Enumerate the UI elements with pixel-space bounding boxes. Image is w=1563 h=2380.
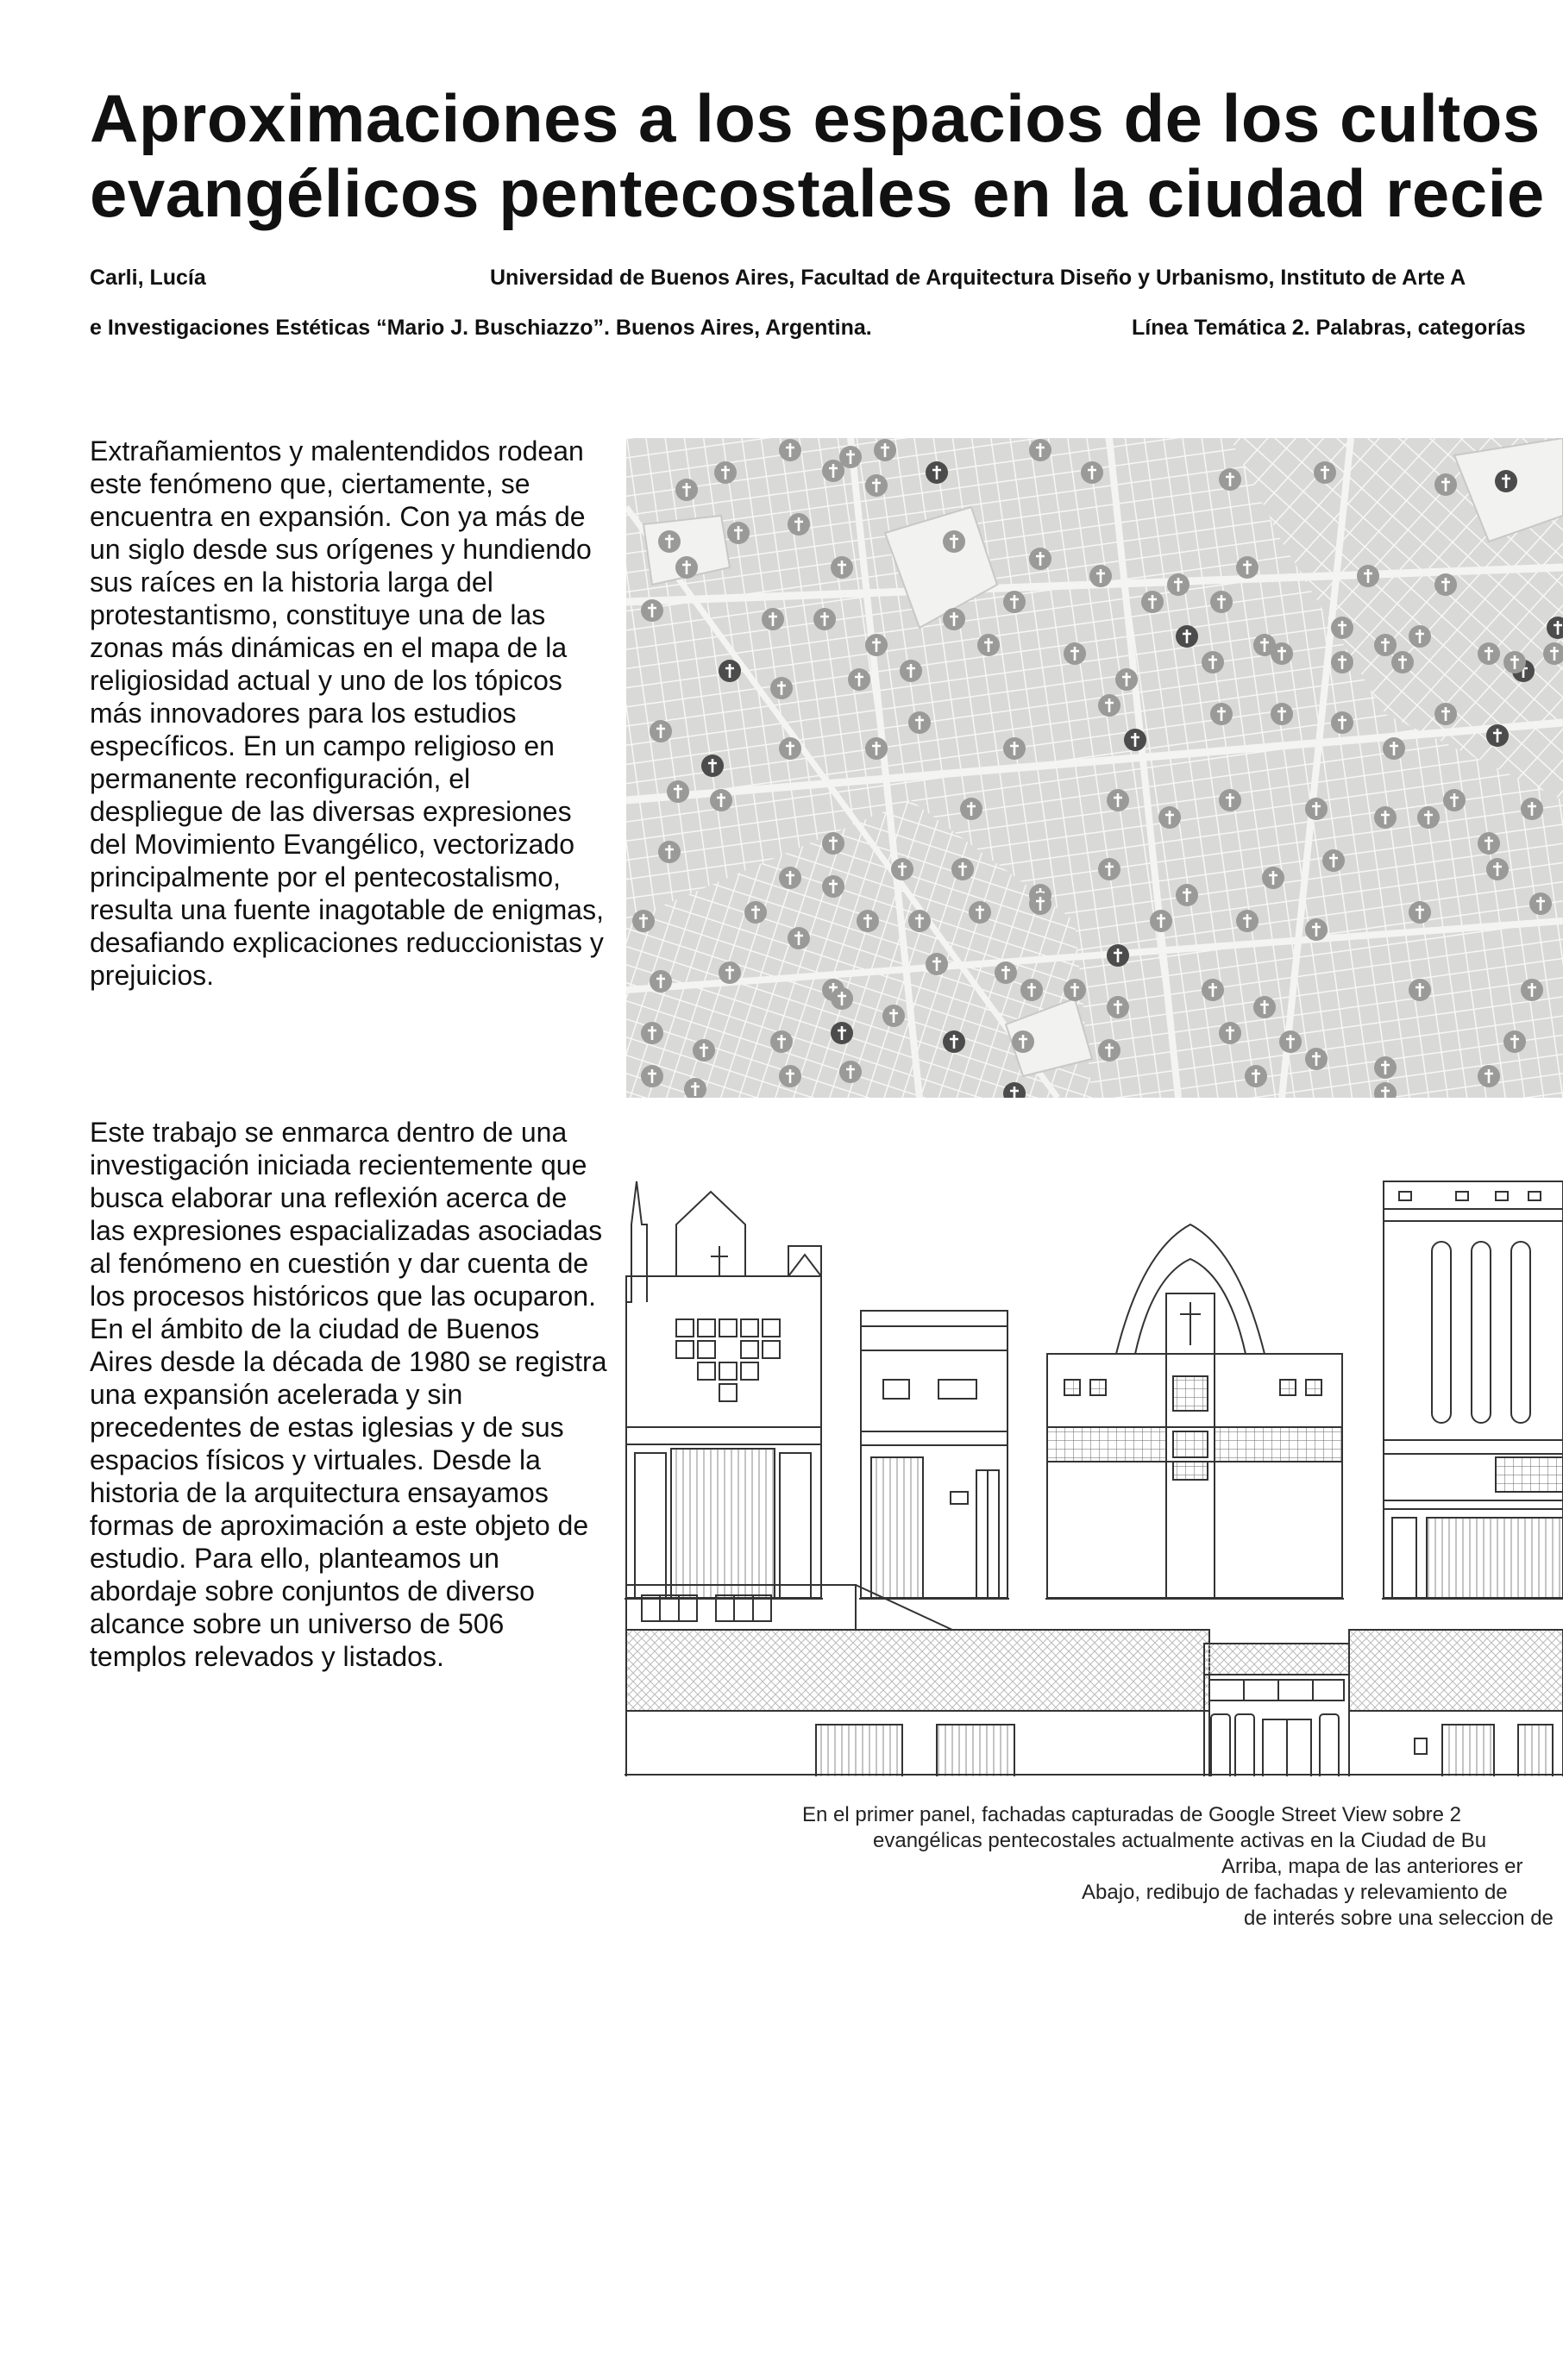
church-cross-pin-icon [1409, 901, 1431, 924]
church-cross-pin-icon [908, 711, 931, 734]
church-cross-pin-icon [1029, 439, 1051, 461]
church-cross-pin-icon [1305, 918, 1328, 941]
church-cross-pin-icon [719, 660, 741, 682]
church-cross-pin-icon [1374, 806, 1397, 829]
church-cross-pin-icon [1486, 724, 1509, 747]
church-cross-pin-icon [1271, 703, 1293, 725]
church-cross-pin-icon [710, 789, 732, 811]
church-cross-pin-icon [744, 901, 767, 924]
church-cross-pin-icon [882, 1005, 905, 1027]
church-cross-pin-icon [1107, 996, 1129, 1018]
church-cross-pin-icon [1150, 910, 1172, 932]
church-cross-pin-icon [1098, 694, 1120, 717]
body-paragraph-1: Extrañamientos y malentendidos rodean este fenómeno que, ciertamente, se encuentra en expansión. Con ya más de un siglo desde sus orígenes y hundiendo sus raíces en la historia larga del protestantismo, constituye una de las zonas más dinámicas en el mapa de la religiosidad actual y uno de los tópicos más innovadores para los estudios específicos. En un campo religioso en permanente reconfiguración, el despliegue de las diversas expresiones del Movimiento Evangélico, vectorizado principalmente por el pentecostalismo, resulta una fuente inagotable de enigmas, desafiando explicaciones reduccionistas y prejuicios. [90, 435, 604, 991]
church-cross-pin-icon [1322, 849, 1345, 872]
church-cross-pin-icon [839, 1061, 862, 1083]
church-cross-pin-icon [813, 608, 836, 630]
church-cross-pin-icon [1503, 651, 1526, 673]
church-cross-pin-icon [943, 530, 965, 553]
church-cross-pin-icon [1478, 832, 1500, 855]
affiliation-line-1: Universidad de Buenos Aires, Facultad de Arquitectura Diseño y Urbanismo, Instituto de Arte A [490, 266, 1466, 290]
church-cross-pin-icon [788, 927, 810, 949]
church-cross-pin-icon [641, 1065, 663, 1087]
church-cross-pin-icon [865, 474, 888, 497]
church-cross-pin-icon [1081, 461, 1103, 484]
church-cross-pin-icon [900, 660, 922, 682]
church-cross-pin-icon [770, 1030, 793, 1053]
church-cross-pin-icon [641, 599, 663, 622]
church-cross-pin-icon [1271, 642, 1293, 665]
facade-tall-building [1382, 1181, 1563, 1599]
church-cross-pin-icon [1219, 1022, 1241, 1044]
church-cross-pin-icon [1202, 979, 1224, 1001]
church-cross-pin-icon [1391, 651, 1414, 673]
cross-icon [711, 1246, 728, 1276]
church-cross-pin-icon [831, 1022, 853, 1044]
caption-line-1: En el primer panel, fachadas capturadas de Google Street View sobre 2 [802, 1803, 1462, 1826]
church-cross-pin-icon [1314, 461, 1336, 484]
church-cross-pin-icon [891, 858, 913, 880]
church-cross-pin-icon [1236, 556, 1259, 579]
church-cross-pin-icon [995, 961, 1017, 984]
facade-svg [625, 1173, 1563, 1776]
church-cross-pin-icon [1478, 1065, 1500, 1087]
church-cross-pin-icon [943, 608, 965, 630]
church-cross-pin-icon [1236, 910, 1259, 932]
church-cross-pin-icon [1219, 468, 1241, 491]
church-cross-pin-icon [822, 875, 844, 898]
church-cross-pin-icon [1331, 617, 1353, 639]
church-cross-pin-icon [1107, 944, 1129, 967]
church-cross-pin-icon [719, 961, 741, 984]
church-cross-pin-icon [1357, 565, 1379, 587]
church-location-map [626, 438, 1563, 1098]
map-svg [626, 438, 1563, 1098]
church-cross-pin-icon [1374, 1056, 1397, 1079]
title-line-1: Aproximaciones a los espacios de los cultos [90, 80, 1541, 156]
church-cross-pin-icon [632, 910, 655, 932]
church-cross-pin-icon [1253, 996, 1276, 1018]
church-cross-pin-icon [1098, 858, 1120, 880]
church-cross-pin-icon [1305, 798, 1328, 820]
caption-line-5: de interés sobre una seleccion de [1244, 1907, 1554, 1930]
cross-icon [1180, 1302, 1201, 1345]
thematic-line: Línea Temática 2. Palabras, categorías [1132, 316, 1526, 340]
church-cross-pin-icon [641, 1022, 663, 1044]
church-cross-pin-icon [1098, 1039, 1120, 1062]
title-line-2: evangélicos pentecostales en la ciudad recie [90, 155, 1545, 231]
church-cross-pin-icon [701, 755, 724, 777]
church-cross-pin-icon [1434, 473, 1457, 496]
church-cross-pin-icon [1434, 703, 1457, 725]
church-cross-pin-icon [960, 798, 982, 820]
church-cross-pin-icon [1219, 789, 1241, 811]
church-cross-pin-icon [1003, 591, 1026, 613]
church-cross-pin-icon [1409, 979, 1431, 1001]
church-cross-pin-icon [1020, 979, 1043, 1001]
church-cross-pin-icon [1210, 591, 1233, 613]
caption-line-3: Arriba, mapa de las anteriores er [1221, 1855, 1523, 1878]
church-cross-pin-icon [779, 867, 801, 889]
church-cross-pin-icon [822, 460, 844, 482]
church-cross-pin-icon [1107, 789, 1129, 811]
church-cross-pin-icon [675, 479, 698, 501]
church-cross-pin-icon [1141, 591, 1164, 613]
church-cross-pin-icon [1443, 789, 1466, 811]
church-cross-pin-icon [926, 953, 948, 975]
church-cross-pin-icon [1176, 884, 1198, 906]
church-cross-pin-icon [926, 461, 948, 484]
church-cross-pin-icon [1521, 979, 1543, 1001]
church-cross-pin-icon [969, 901, 991, 924]
caption-line-4: Abajo, redibujo de fachadas y relevamiento de [1082, 1881, 1508, 1904]
church-cross-pin-icon [951, 858, 974, 880]
church-cross-pin-icon [779, 1065, 801, 1087]
church-cross-pin-icon [1486, 858, 1509, 880]
church-cross-pin-icon [977, 634, 1000, 656]
church-cross-pin-icon [1417, 806, 1440, 829]
church-cross-pin-icon [1089, 565, 1112, 587]
church-cross-pin-icon [865, 737, 888, 760]
body-paragraph-2: Este trabajo se enmarca dentro de una investigación iniciada recientemente que busca elaborar una reflexión acerca de las expresiones espacializadas asociadas al fenómeno en cuestión y dar cuenta de los procesos históricos que las ocuparon. En el ámbito de la ciudad de Buenos Aires desde la década de 1980 se registra una expansión acelerada y sin precedentes de estas iglesias y de sus espacios físicos y virtuales. Desde la historia de la arquitectura ensayamos formas de aproximación a este objeto de estudio. Para ello, planteamos un abordaje sobre conjuntos de diverso alcance sobre un universo de 506 templos relevados y listados. [90, 1117, 607, 1672]
church-cross-pin-icon [788, 513, 810, 536]
church-cross-pin-icon [1176, 625, 1198, 648]
church-cross-pin-icon [714, 461, 737, 484]
church-cross-pin-icon [1262, 867, 1284, 889]
church-cross-pin-icon [1124, 729, 1146, 751]
church-cross-pin-icon [1503, 1030, 1526, 1053]
church-cross-pin-icon [822, 832, 844, 855]
church-cross-pin-icon [650, 720, 672, 742]
church-cross-pin-icon [1029, 892, 1051, 915]
church-cross-pin-icon [1529, 892, 1552, 915]
church-cross-pin-icon [675, 556, 698, 579]
church-cross-pin-icon [1003, 737, 1026, 760]
church-cross-pin-icon [667, 780, 689, 803]
church-cross-pin-icon [779, 439, 801, 461]
church-cross-pin-icon [1210, 703, 1233, 725]
church-cross-pin-icon [865, 634, 888, 656]
church-cross-pin-icon [1279, 1030, 1302, 1053]
church-cross-pin-icon [1064, 979, 1086, 1001]
church-cross-pin-icon [857, 910, 879, 932]
church-cross-pin-icon [831, 987, 853, 1010]
facade-gothic-church [1045, 1224, 1344, 1599]
author-name: Carli, Lucía [90, 266, 206, 290]
church-cross-pin-icon [1305, 1048, 1328, 1070]
church-cross-pin-icon [658, 841, 681, 863]
church-cross-pin-icon [1434, 573, 1457, 596]
church-cross-pin-icon [908, 910, 931, 932]
church-cross-pin-icon [1409, 625, 1431, 648]
church-cross-pin-icon [1331, 651, 1353, 673]
church-cross-pin-icon [1521, 798, 1543, 820]
church-cross-pin-icon [779, 737, 801, 760]
church-cross-pin-icon [1158, 806, 1181, 829]
church-cross-pin-icon [1331, 711, 1353, 734]
church-cross-pin-icon [693, 1039, 715, 1062]
caption-line-2: evangélicas pentecostales actualmente activas en la Ciudad de Bu [873, 1829, 1487, 1852]
church-cross-pin-icon [727, 522, 750, 544]
church-cross-pin-icon [1478, 642, 1500, 665]
facade-drawings [625, 1173, 1563, 1776]
facade-church-tower [625, 1181, 823, 1599]
church-cross-pin-icon [831, 556, 853, 579]
church-cross-pin-icon [943, 1030, 965, 1053]
church-cross-pin-icon [1064, 642, 1086, 665]
church-cross-pin-icon [848, 668, 870, 691]
church-cross-pin-icon [650, 970, 672, 993]
church-cross-pin-icon [1383, 737, 1405, 760]
church-cross-pin-icon [1115, 668, 1138, 691]
church-cross-pin-icon [1374, 634, 1397, 656]
church-cross-pin-icon [1495, 470, 1517, 492]
church-cross-pin-icon [1245, 1065, 1267, 1087]
church-cross-pin-icon [1029, 548, 1051, 570]
facade-two-storey [859, 1311, 1009, 1599]
church-cross-pin-icon [1202, 651, 1224, 673]
church-cross-pin-icon [1012, 1030, 1034, 1053]
church-cross-pin-icon [762, 608, 784, 630]
church-cross-pin-icon [658, 530, 681, 553]
church-cross-pin-icon [770, 677, 793, 699]
church-cross-pin-icon [874, 439, 896, 461]
church-cross-pin-icon [1167, 573, 1190, 596]
facade-long-street-elevation [625, 1585, 1563, 1776]
affiliation-line-2: e Investigaciones Estéticas “Mario J. Buschiazzo”. Buenos Aires, Argentina. [90, 316, 872, 340]
